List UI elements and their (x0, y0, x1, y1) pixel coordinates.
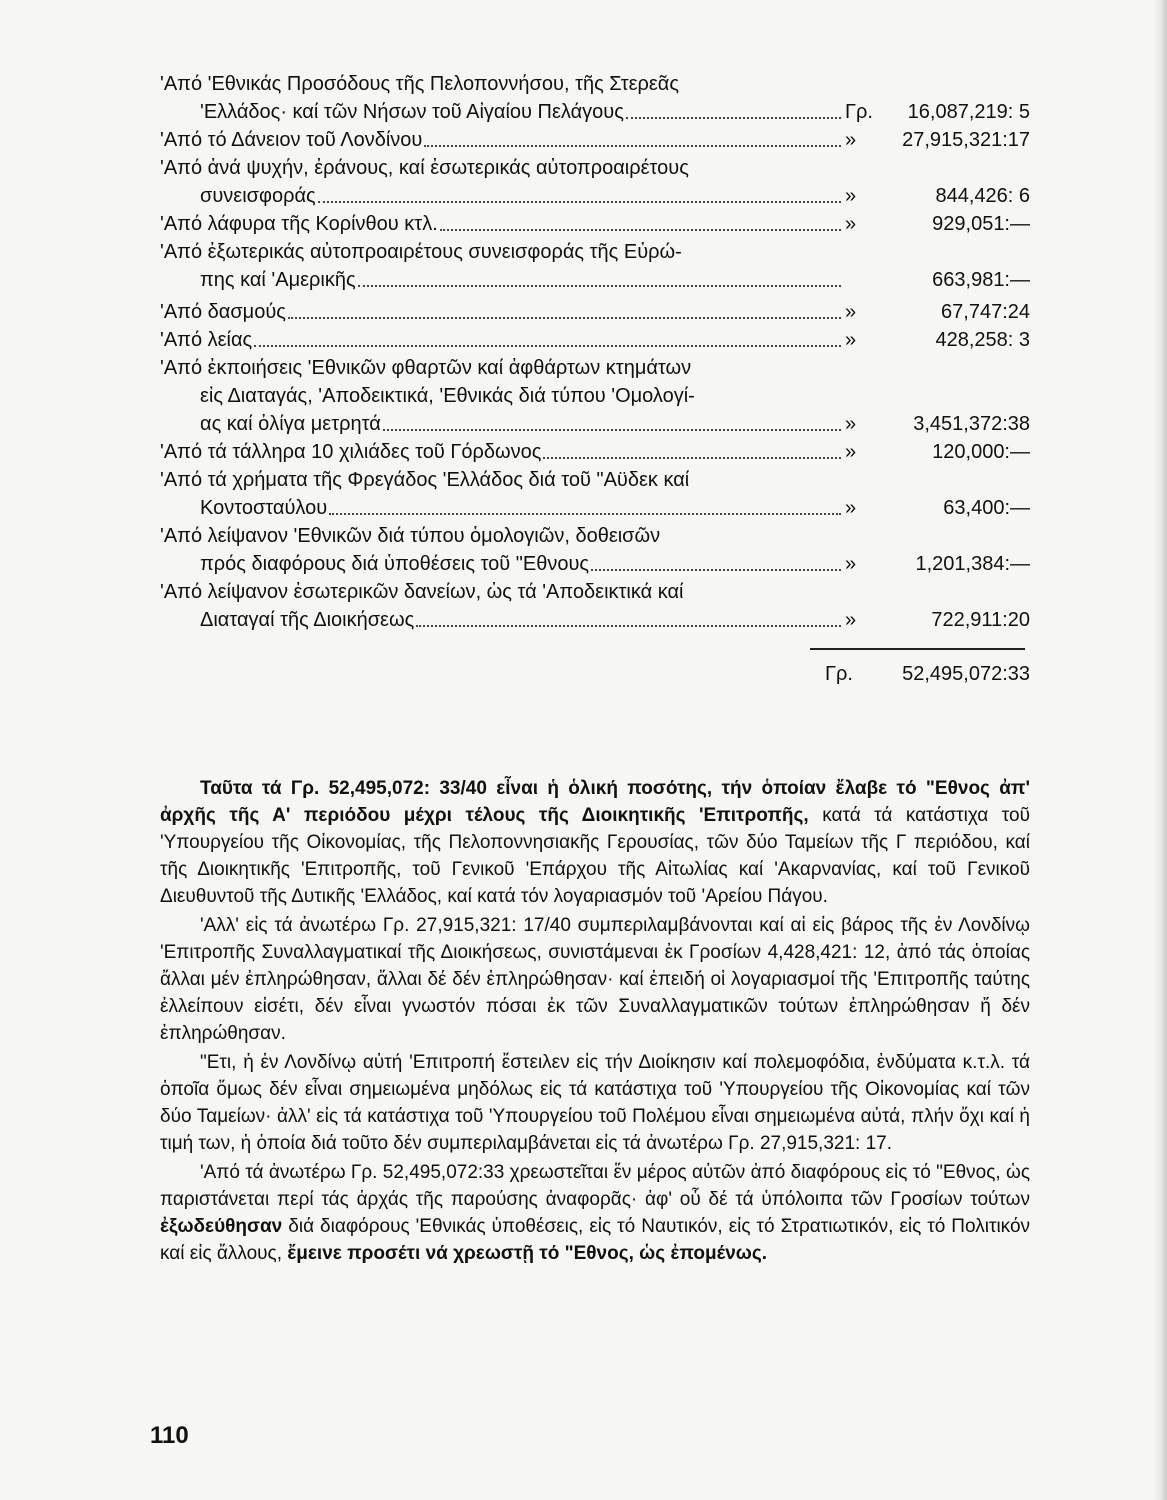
debts-mid: διά διαφόρους 'Εθνικάς ὑποθέσεις, εἰς τό Ναυτικόν, εἰς τό Στρατιωτικόν, εἰς τό Πολιτικόν καί εἰς ἄλλους, (160, 1216, 1031, 1264)
ledger-entry-text: 'Από λείψανον 'Εθνικῶν διά τύπου ὁμολογιῶν, δοθεισῶν (160, 525, 661, 547)
dot-leader (440, 229, 841, 231)
dot-leader (626, 117, 841, 119)
currency-mark: Γρ. (845, 101, 873, 123)
ledger-entry (160, 238, 1030, 294)
currency-mark: » (845, 609, 857, 631)
ledger-entry-text: 'Από ἀνά ψυχήν, ἐράνους, καί ἐσωτερικάς αὐτοπροαιρέτους (160, 157, 689, 179)
ledger-entry (160, 354, 1030, 438)
dot-leader (543, 457, 841, 459)
currency-mark: » (845, 441, 857, 463)
ledger-entry (160, 522, 1030, 578)
total-rule (810, 648, 1025, 650)
ledger-entry-text: 'Από τά τάλληρα 10 χιλιάδες τοῦ Γόρδωνος (160, 441, 542, 463)
ledger-total (160, 660, 1030, 688)
ledger-amount: 3,451,372:38 (913, 413, 1030, 435)
summary-rest: κατά τά κατάστιχα τοῦ 'Υπουργείου τῆς Οἰκονομίας, τῆς Πελοποννησιακῆς Γερουσίας, τῶν δύο Ταμείων τῆς Γ περιόδου, καί τῆς Διοικητικῆς 'Επιτροπῆς, τοῦ Γενικοῦ 'Επάρχου τῆς Αἰτωλίας καί 'Ακαρνανίας, καί τοῦ Γενικοῦ Διευθυντοῦ τῆς Δυτικῆς 'Ελλάδος, καί κατά τόν λογαριασμόν τοῦ 'Αρείου Πάγου. (160, 805, 1030, 907)
ledger-amount: 1,201,384:— (915, 553, 1030, 575)
currency-mark: » (845, 413, 857, 435)
ledger-entry-text: 'Από δασμούς (160, 301, 286, 323)
dot-leader (416, 625, 841, 627)
ledger-entry (160, 154, 1030, 210)
ledger-amount: 722,911:20 (931, 609, 1030, 631)
ledger-entry-text-cont: Διαταγαί τῆς Διοικήσεως (200, 609, 415, 631)
ledger-entry-text-cont: Κοντοσταύλου (200, 497, 328, 519)
dot-leader (383, 429, 841, 431)
ledger-amount: 16,087,219: 5 (907, 101, 1030, 123)
page-number: 110 (150, 1422, 189, 1449)
ledger-entry (160, 70, 1030, 126)
ledger-entry-text: 'Από λάφυρα τῆς Κορίνθου κτλ. (160, 213, 438, 235)
ledger-entry (160, 438, 1030, 466)
ledger-entry-text: 'Από τό Δάνειον τοῦ Λονδίνου (160, 129, 423, 151)
paragraph-london-committee: 'Αλλ' εἰς τά ἀνωτέρω Γρ. 27,915,321: 17/40 συμπεριλαμβάνονται καί αἱ εἰς βάρος τῆς ἐν Λονδίνῳ 'Επιτροπῆς Συναλλαγματικαί τῆς Διοικήσεως, συνιστάμεναι ἐκ Γροσίων 4,428,421: 12, ἀπό τάς ὁποίας ἄλλαι μέν ἐπληρώθησαν, ἄλλαι δέ δέν ἐπληρώθησαν· καί ἐπειδή οἱ λογαριασμοί τῆς 'Επιτροπῆς ταύτης ἐλλείπουν εἰσέτι, δέν εἶναι γνωστόν πόσαι ἐκ τῶν Συναλλαγματικῶν τούτων ἐπληρώθησαν ἤ δέν ἐπληρώθησαν. (160, 915, 1030, 1044)
paragraph-debts (160, 1159, 1030, 1267)
ledger-entry-text-cont: 'Ελλάδος· καί τῶν Νήσων τοῦ Αἰγαίου Πελάγους (200, 101, 624, 123)
currency-mark: » (845, 329, 857, 351)
dot-leader (424, 145, 841, 147)
ledger-entry-text: 'Από 'Εθνικάς Προσόδους τῆς Πελοποννήσου, τῆς Στερεᾶς (160, 73, 680, 95)
total-amount: 52,495,072:33 (902, 663, 1030, 685)
ledger-entry (160, 210, 1030, 238)
ledger-entry-text: 'Από λείψανον ἐσωτερικῶν δανείων, ὡς τά 'Αποδεικτικά καί (160, 581, 684, 603)
ledger-entry-text-cont: εἰς Διαταγάς, 'Αποδεικτικά, 'Εθνικάς διά τύπου 'Ομολογί- (200, 385, 695, 407)
paragraph-munitions: "Ετι, ἡ ἐν Λονδίνῳ αὐτή 'Επιτροπή ἔστειλεν εἰς τήν Διοίκησιν καί πολεμοφόδια, ἐνδύματα κ.τ.λ. τά ὁποῖα ὅμως δέν εἶναι σημειωμένα μηδόλως εἰς τά κατάστιχα τοῦ 'Υπουργείου τῆς Οἰκονομίας καί τῶν δύο Ταμείων· ἀλλ' εἰς τά κατάστιχα τοῦ 'Υπουργείου τοῦ Πολέμου εἶναι σημειωμένα αὐτά, πλήν ὄχι καί ἡ τιμή των, ἡ ὁποία διά τοῦτο δέν συμπεριλαμβάνεται εἰς τά ἀνωτέρω Γρ. 27,915,321: 17. (160, 1052, 1030, 1154)
ledger-entry (160, 298, 1030, 326)
ledger-entry-text-cont: πης καί 'Αμερικῆς (200, 269, 356, 291)
paragraph-summary (160, 775, 1030, 910)
dot-leader (591, 569, 841, 571)
ledger-entry (160, 126, 1030, 154)
debts-bold-1: ἐξωδεύθησαν (160, 1216, 283, 1237)
currency-mark: » (845, 213, 857, 235)
page-edge-shadow (1153, 0, 1167, 1500)
ledger-amount: 67,747:24 (941, 301, 1030, 323)
debts-bold-2: ἔμεινε προσέτι νά χρεωστῇ τό "Εθνος, ὡς ἐπομένως. (287, 1243, 767, 1264)
ledger-entry-text: 'Από ἐκποιήσεις 'Εθνικῶν φθαρτῶν καί ἀφθάρτων κτημάτων (160, 357, 692, 379)
currency-mark: » (845, 301, 857, 323)
ledger-entry-text-cont: πρός διαφόρους διά ὑποθέσεις τοῦ "Εθνους (200, 553, 590, 575)
ledger-entry-text-cont: συνεισφοράς (200, 185, 316, 207)
debts-start: 'Από τά ἀνωτέρω Γρ. 52,495,072:33 χρεωστεῖται ἕν μέρος αὐτῶν ἀπό διαφόρους εἰς τό "Εθνος, ὡς παριστάνεται περί τάς ἀρχάς τῆς παρούσης ἀναφορᾶς· ἀφ' οὗ δέ τά ὑπόλοιπα τῶν Γροσίων τούτων (160, 1162, 1030, 1210)
dot-leader (329, 513, 841, 515)
dot-leader (254, 345, 841, 347)
ledger-amount: 844,426: 6 (935, 185, 1030, 207)
currency-mark: » (845, 185, 857, 207)
summary-bold: Ταῦτα τά Γρ. 52,495,072: 33/40 εἶναι ἡ ὁλική ποσότης, τήν ὁποίαν ἔλαβε τό "Εθνος ἀπ' ἀρχῆς τῆς Α' περιόδου μέχρι τέλους τῆς Διοικητικῆς 'Επιτροπῆς, (160, 778, 1030, 826)
dot-leader (358, 285, 841, 287)
revenue-ledger (160, 70, 1030, 688)
currency-mark: » (845, 129, 857, 151)
dot-leader (318, 201, 841, 203)
ledger-entry-text-cont: ας καί ὀλίγα μετρητά (200, 413, 381, 435)
ledger-entry (160, 578, 1030, 634)
ledger-entry-text: 'Από λείας (160, 329, 253, 351)
ledger-entry (160, 466, 1030, 522)
ledger-amount: 63,400:— (943, 497, 1030, 519)
ledger-amount: 27,915,321:17 (902, 129, 1030, 151)
dot-leader (288, 317, 841, 319)
ledger-entry-text: 'Από ἐξωτερικάς αὐτοπροαιρέτους συνεισφοράς τῆς Εὐρώ- (160, 241, 682, 263)
ledger-amount: 428,258: 3 (935, 329, 1030, 351)
body-text (160, 775, 1030, 1269)
ledger-entry (160, 326, 1030, 354)
ledger-amount: 929,051:— (932, 213, 1030, 235)
ledger-amount: 663,981:— (932, 269, 1030, 291)
currency-mark: » (845, 553, 857, 575)
total-currency: Γρ. (825, 663, 853, 685)
currency-mark: » (845, 497, 857, 519)
ledger-amount: 120,000:— (932, 441, 1030, 463)
ledger-entry-text: 'Από τά χρήματα τῆς Φρεγάδος 'Ελλάδος διά τοῦ "Αϋδεκ καί (160, 469, 690, 491)
